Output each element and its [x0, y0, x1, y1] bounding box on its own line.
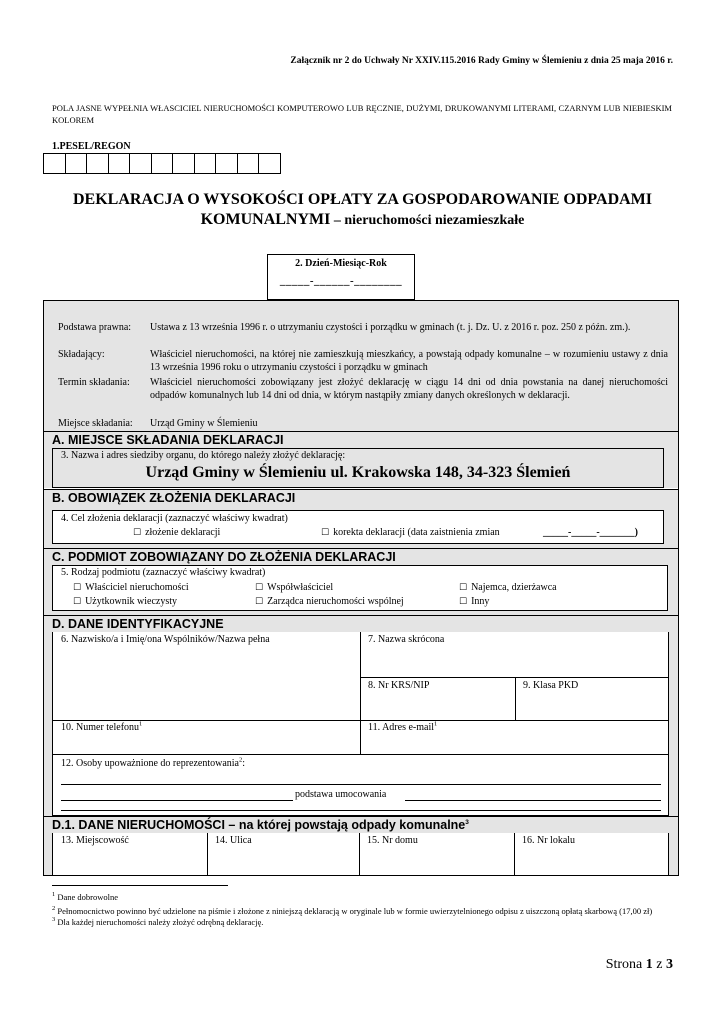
footnotes — [52, 892, 672, 928]
pesel-cell[interactable] — [172, 153, 195, 174]
checkbox-icon[interactable]: ☐ — [255, 597, 264, 607]
street-field[interactable]: 14. Ulica — [215, 835, 252, 846]
authority-value: Urząd Gminy w Ślemieniu ul. Krakowska 148, 34-323 Ślemień — [145, 464, 571, 481]
title-line-1: DEKLARACJA O WYSOKOŚCI OPŁATY ZA GOSPODAROWANIE ODPADAMI — [72, 191, 653, 208]
section-a-header: A. MIEJSCE SKŁADANIA DEKLARACJI — [44, 431, 678, 448]
legal-info — [44, 301, 678, 431]
entity-type-box — [52, 565, 668, 611]
date-value[interactable]: _____-______-________ — [279, 275, 403, 287]
identification-grid — [52, 632, 669, 816]
checkbox-icon[interactable]: ☐ — [73, 597, 82, 607]
footnote: $^1$ Dane dobrowolne — [52, 891, 119, 902]
checkbox-icon[interactable]: ☐ — [73, 583, 82, 593]
checkbox-icon[interactable]: ☐ — [321, 528, 330, 538]
purpose-option-correction[interactable]: ☐ korekta deklaracji (data zaistnienia zmian — [321, 527, 500, 538]
section-d-header: D. DANE IDENTYFIKACYJNE — [44, 615, 678, 632]
entity-option[interactable]: ☐ Użytkownik wieczysty — [73, 596, 178, 607]
authorization-basis-line[interactable] — [405, 800, 661, 801]
apartment-number-field[interactable]: 16. Nr lokalu — [522, 835, 576, 846]
pesel-cell[interactable] — [215, 153, 238, 174]
checkbox-icon[interactable]: ☐ — [459, 597, 468, 607]
authority-label: 3. Nazwa i adres siedziby organu, do którego należy złożyć deklarację: — [61, 450, 346, 461]
checkbox-icon[interactable]: ☐ — [255, 583, 264, 593]
footnote: $^3$ Dla każdej nieruchomości należy złożyć odrębną deklarację. — [52, 916, 264, 927]
house-number-field[interactable]: 15. Nr domu — [367, 835, 418, 846]
purpose-box — [52, 510, 664, 544]
pesel-cell[interactable] — [129, 153, 152, 174]
attachment-header: Załącznik nr 2 do Uchwały Nr XXIV.115.2016 Rady Gminy w Ślemieniu z dnia 25 maja 2016 r. — [290, 56, 673, 66]
date-label: 2. Dzień-Miesiąc-Rok — [295, 258, 387, 269]
page-number: Strona 1 z 3 — [605, 957, 673, 972]
section-c-header: C. PODMIOT ZOBOWIĄZANY DO ZŁOŻENIA DEKLARACJI — [44, 548, 678, 565]
krs-nip-field[interactable]: 8. Nr KRS/NIP — [368, 680, 430, 691]
pesel-cell[interactable] — [258, 153, 281, 174]
legal-row: Miejsce składania: Urząd Gminy w Ślemieniu — [58, 418, 258, 429]
authorization-basis-label: podstawa umocowania — [295, 789, 387, 800]
footnote-separator — [52, 885, 228, 886]
locality-field[interactable]: 13. Miejscowość — [61, 835, 129, 846]
authority-box — [52, 448, 664, 488]
checkbox-icon[interactable]: ☐ — [459, 583, 468, 593]
section-b-header: B. OBOWIĄZEK ZŁOŻENIA DEKLARACJI — [44, 489, 678, 506]
pesel-cell[interactable] — [108, 153, 131, 174]
pesel-cell[interactable] — [237, 153, 260, 174]
pesel-cell[interactable] — [151, 153, 174, 174]
footnote: $^2$ Pełnomocnictwo powinno być udzielone na piśmie i złożone z niniejszą deklaracją w oryginale lub w formie uwierzytelnionego odpisu z uiszczoną opłatą skarbową (17,00 zł) — [52, 905, 653, 916]
section-d1-header: D.1. DANE NIERUCHOMOŚCI – na której powstają odpady komunalne$^3$ — [44, 816, 678, 833]
date-field[interactable] — [267, 254, 415, 300]
pesel-label: 1.PESEL/REGON — [52, 141, 131, 152]
legal-row: Podstawa prawna: Ustawa z 13 września 1996 r. o utrzymaniu czystości i porządku w gminach (t. j. Dz. U. z 2016 r. poz. 250 z późn. zm.). — [58, 322, 631, 333]
email-field[interactable]: 11. Adres e-mail$^1$ — [368, 720, 438, 733]
pesel-cell[interactable] — [86, 153, 109, 174]
fill-instructions: POLA JASNE WYPEŁNIA WŁASCICIEL NIERUCHOMOŚCI KOMPUTEROWO LUB RĘCZNIE, DUŻYMI, DRUKOWANYMI LITERAMI, CZARNYM LUB NIEBIESKIM KOLOREM — [52, 103, 672, 125]
pesel-cell[interactable] — [194, 153, 217, 174]
entity-option[interactable]: ☐ Współwłaściciel — [255, 582, 334, 593]
representatives-line[interactable] — [61, 800, 293, 801]
legal-row: Termin składania: Właściciel nieruchomości zobowiązany jest złożyć deklarację w ciągu 14 dni od dnia powstania na danej nieruchomości odpadów komunalnych lub 14 dni od dnia, w którym nastąpiły zmiany danych określonych w deklaracji. — [58, 377, 668, 401]
title-line-2: KOMUNALNYMI – nieruchomości niezamieszkałe — [200, 211, 525, 228]
document-title — [30, 190, 695, 231]
representatives-line[interactable] — [61, 784, 661, 785]
property-grid — [52, 833, 669, 876]
correction-date[interactable]: _____-_____-_______) — [543, 527, 638, 538]
purpose-label: 4. Cel złożenia deklaracji (zaznaczyć właściwy kwadrat) — [61, 513, 288, 524]
purpose-option-submit[interactable]: ☐ złożenie deklaracji — [133, 527, 221, 538]
pesel-cell[interactable] — [43, 153, 66, 174]
entity-option[interactable]: ☐ Inny — [459, 596, 490, 607]
legal-row: Składający: Właściciel nieruchomości, na której nie zamieszkują mieszkańcy, a powstają odpady komunalne – w rozumieniu ustawy z dnia 13 września 1996 roku o utrzymaniu czystości i porządku w gminach — [58, 349, 668, 373]
checkbox-icon[interactable]: ☐ — [133, 528, 142, 538]
pesel-input-grid[interactable] — [44, 153, 281, 174]
entity-option[interactable]: ☐ Właściciel nieruchomości — [73, 582, 189, 593]
representatives-line[interactable] — [61, 810, 661, 811]
representatives-field[interactable]: 12. Osoby upoważnione do reprezentowania$^2$: — [61, 756, 246, 769]
short-name-field[interactable]: 7. Nazwa skrócona — [368, 634, 445, 645]
entity-option[interactable]: ☐ Najemca, dzierżawca — [459, 582, 557, 593]
full-name-field[interactable]: 6. Nazwisko/a i Imię/ona Wspólników/Nazwa pełna — [61, 634, 270, 645]
pesel-cell[interactable] — [65, 153, 88, 174]
phone-field[interactable]: 10. Numer telefonu$^1$ — [61, 720, 143, 733]
entity-option[interactable]: ☐ Zarządca nieruchomości wspólnej — [255, 596, 404, 607]
pkd-field[interactable]: 9. Klasa PKD — [523, 680, 579, 691]
entity-type-label: 5. Rodzaj podmiotu (zaznaczyć właściwy kwadrat) — [61, 567, 266, 578]
